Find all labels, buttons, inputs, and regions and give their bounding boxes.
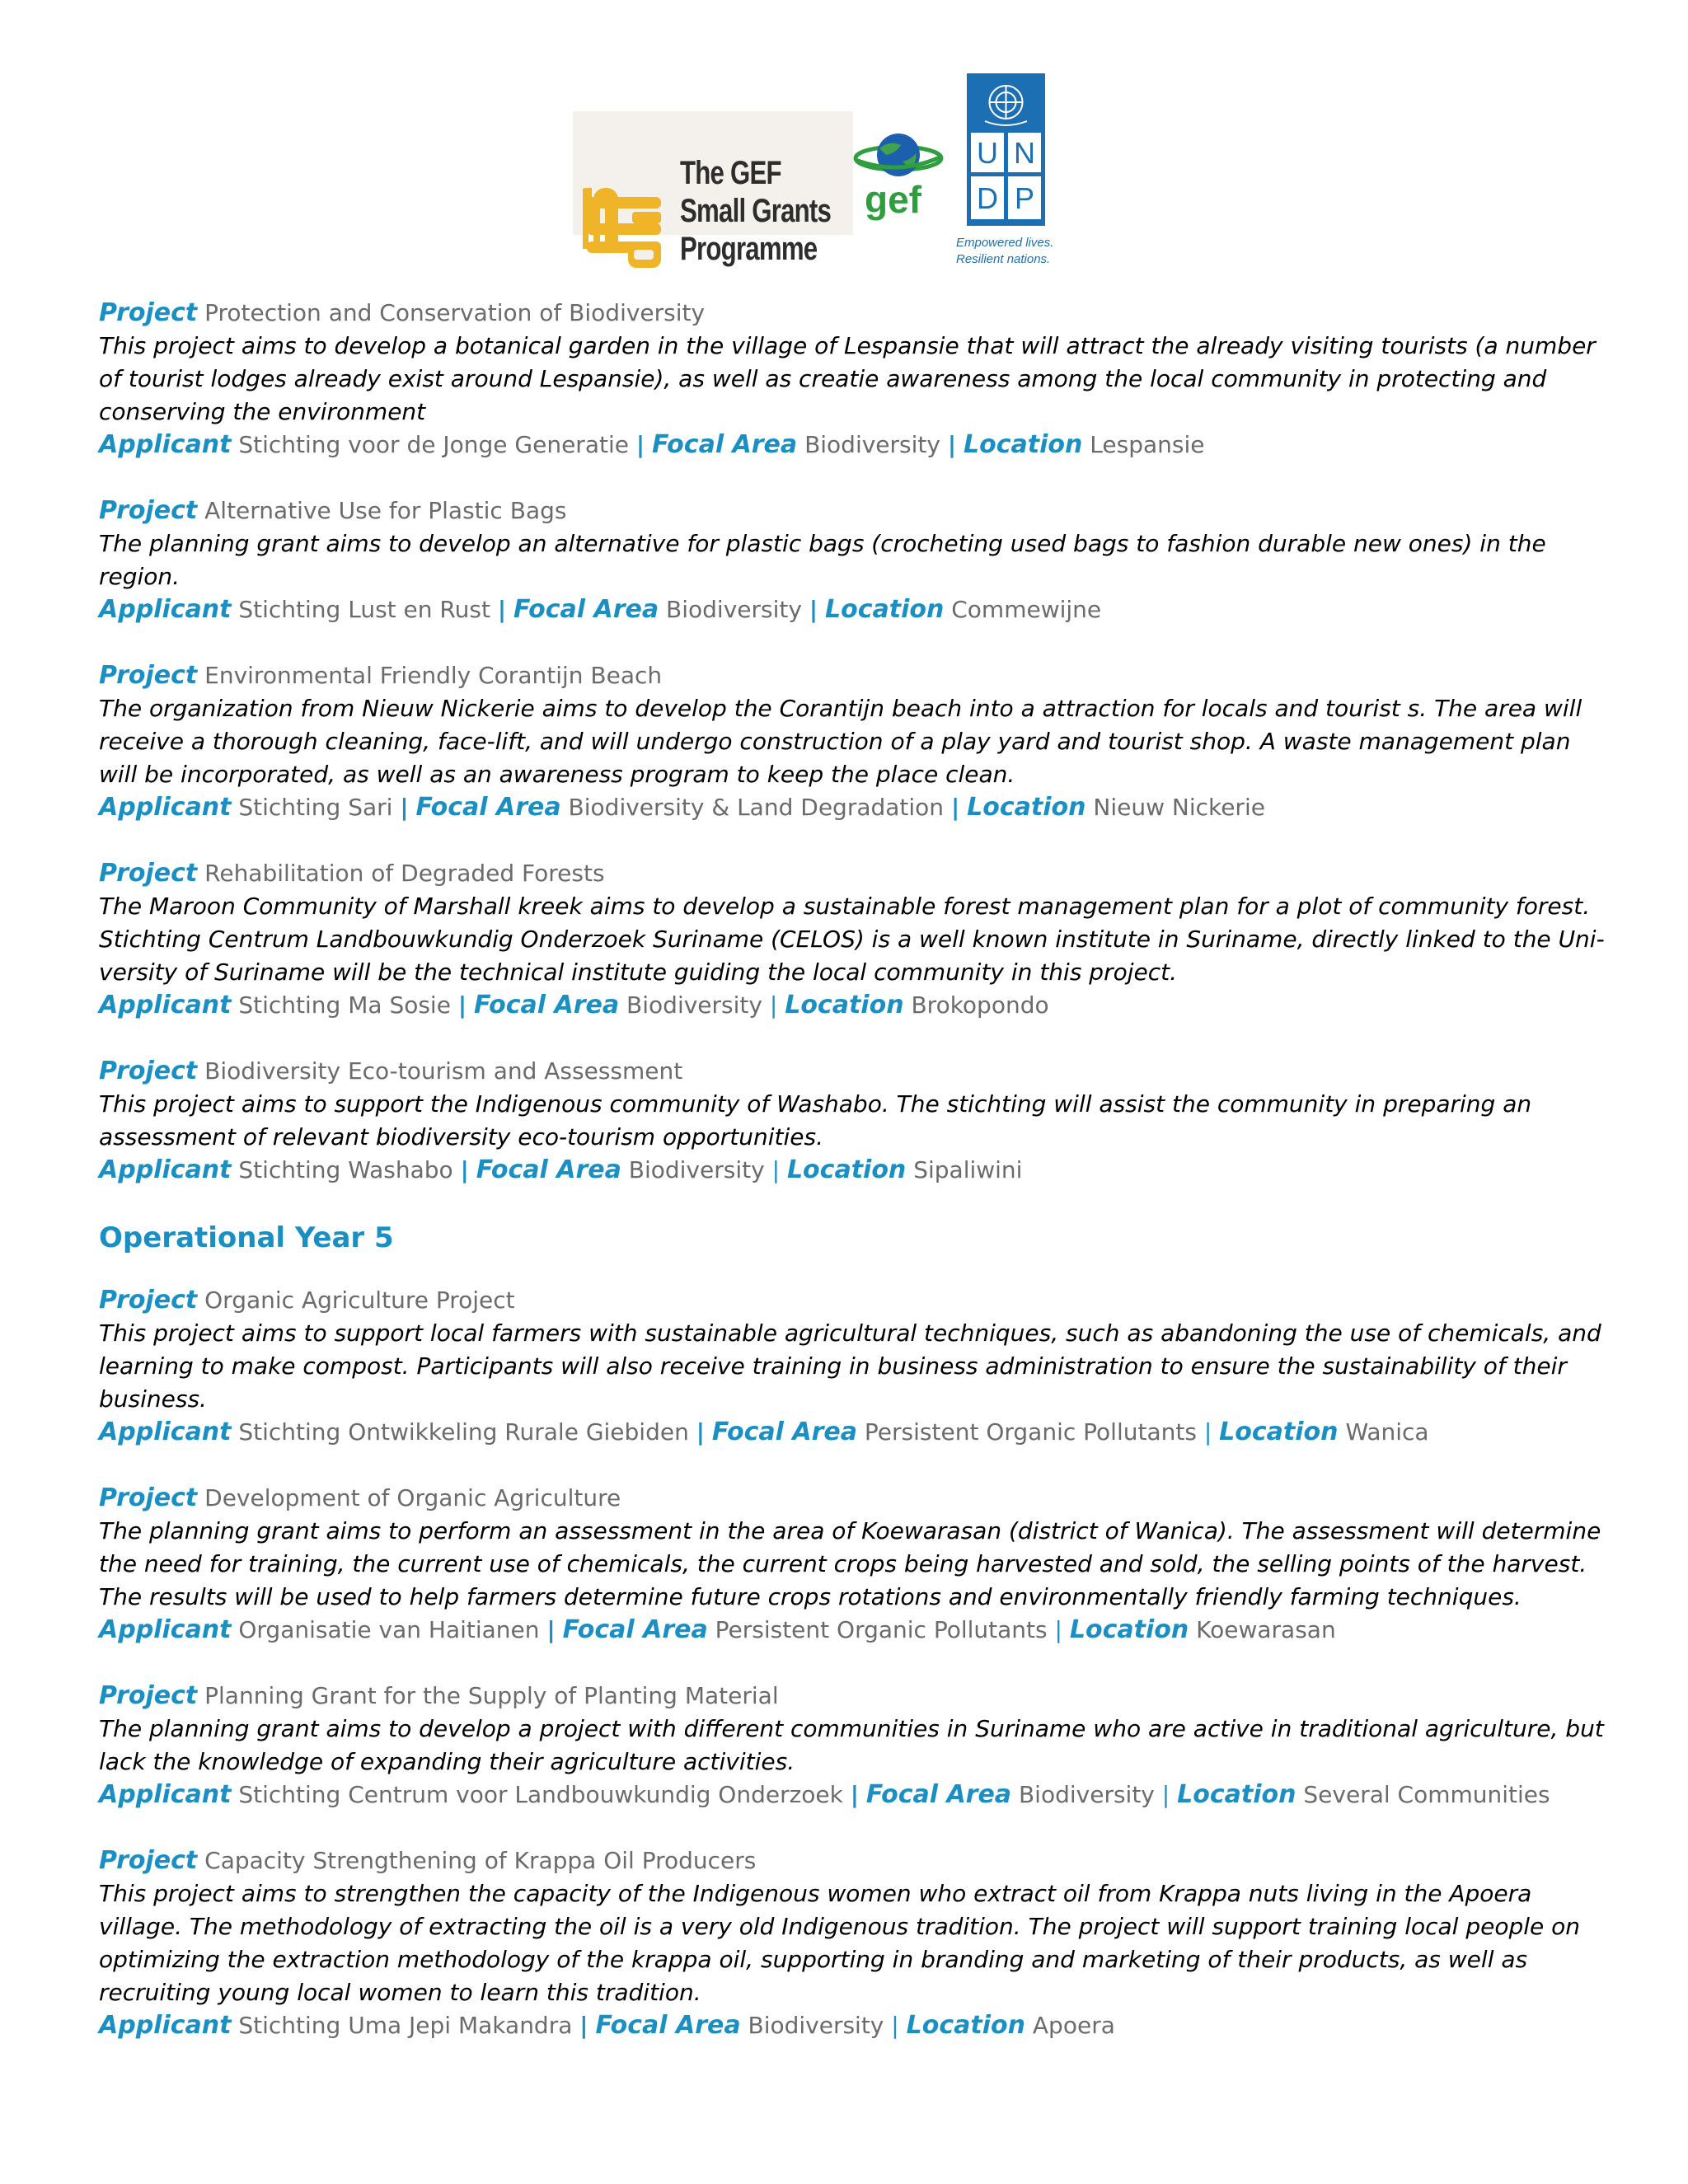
project-description: This project aims to support the Indigenous community of Washabo. The stichting will assist the community in preparing an assessment of relevant biodiversity eco-tourism opportunities. <box>99 1090 1532 1151</box>
undp-logo <box>967 73 1045 226</box>
project-title-line <box>99 659 1607 692</box>
project-title: Organic Agriculture Project <box>204 1286 515 1314</box>
location-label: Location <box>964 430 1083 459</box>
project-title-line <box>99 857 1607 890</box>
project-entry <box>99 659 1607 824</box>
project-description: The Maroon Community of Marshall kreek aims to develop a sustainable forest management plan for a plot of community forest. Stichting Centrum Landbouwkundig Onderzoek Suriname (CELOS) is a well known institute in Suriname, directly linked to the Uni-versity of Suriname will be the technical institute guiding the local community in this project. <box>99 893 1605 986</box>
location-label: Location <box>967 793 1086 822</box>
project-meta-line <box>99 989 1607 1022</box>
focal-area-value: Biodiversity <box>748 2012 884 2039</box>
location-label: Location <box>824 595 945 624</box>
header-logos <box>573 70 1084 276</box>
project-title-line <box>99 1482 1607 1515</box>
project-entry <box>99 857 1607 1022</box>
location-value: Sipaliwini <box>913 1156 1023 1183</box>
applicant-value: Stichting Centrum voor Landbouwkundig Onderzoek <box>238 1781 843 1808</box>
focal-area-value: Biodiversity <box>628 1156 765 1183</box>
project-title: Biodiversity Eco-tourism and Assessment <box>204 1057 683 1085</box>
sgp-logo-line: The GEF <box>680 155 781 191</box>
location-value: Lespansie <box>1090 431 1205 458</box>
location-value: Several Communities <box>1303 1781 1550 1808</box>
location-label: Location <box>786 1155 907 1184</box>
project-meta-line <box>99 1614 1607 1647</box>
sgp-logo <box>573 111 853 267</box>
project-entry <box>99 1055 1607 1187</box>
project-label: Project <box>99 859 198 888</box>
focal-area-label: Focal Area <box>415 793 561 822</box>
separator: | <box>950 794 960 821</box>
focal-area-label: Focal Area <box>865 1780 1012 1809</box>
focal-area-label: Focal Area <box>562 1615 708 1644</box>
location-value: Commewijne <box>951 596 1102 623</box>
project-title-line <box>99 1844 1607 1877</box>
applicant-label: Applicant <box>99 430 232 459</box>
focal-area-value: Persistent Organic Pollutants <box>864 1418 1197 1446</box>
project-description: The organization from Nieuw Nickerie aims to develop the Corantijn beach into a attraction for locals and tourist s. The area will receive a thorough cleaning, face-lift, and will undergo construction of a play yard and tourist shop. A waste management plan will be incorporated, as well as an awareness program to keep the place clean. <box>99 695 1582 788</box>
separator: | <box>850 1781 860 1808</box>
project-entry <box>99 1680 1607 1811</box>
project-meta-line <box>99 2009 1607 2042</box>
project-title-line <box>99 494 1607 527</box>
project-title-line <box>99 1284 1607 1317</box>
project-meta-line <box>99 1154 1607 1187</box>
project-label: Project <box>99 1483 198 1512</box>
section-title: Operational Year 5 <box>99 1221 394 1254</box>
applicant-label: Applicant <box>99 2011 232 2040</box>
focal-area-label: Focal Area <box>652 430 798 459</box>
project-description: This project aims to strengthen the capacity of the Indigenous women who extract oil from Krappa nuts living in the Apoera village. The methodology of extracting the oil is a very old Indigenous tradition. The project will support training local people on optimizing the extraction methodology of the krappa oil, supporting in branding and marketing of their products, as well as recruiting young local women to learn this tradition. <box>99 1880 1581 2006</box>
project-entry <box>99 494 1607 626</box>
project-meta-line <box>99 1779 1607 1811</box>
location-value: Apoera <box>1032 2012 1115 2039</box>
project-description: This project aims to support local farmers with sustainable agricultural techniques, such as abandoning the use of chemicals, and learning to make compost. Participants will also receive training in business administration to ensure the sustainability of their business. <box>99 1319 1601 1413</box>
applicant-value: Stichting Ontwikkeling Rurale Giebiden <box>238 1418 689 1446</box>
location-value: Nieuw Nickerie <box>1093 794 1265 821</box>
project-entry <box>99 1482 1607 1647</box>
separator: | <box>460 1156 469 1183</box>
focal-area-value: Biodiversity <box>626 991 762 1019</box>
project-label: Project <box>99 496 198 525</box>
applicant-label: Applicant <box>99 1418 232 1446</box>
location-value: Wanica <box>1345 1418 1429 1446</box>
separator: | <box>891 2012 899 2039</box>
applicant-value: Stichting Sari <box>238 794 393 821</box>
applicant-value: Stichting Uma Jepi Makandra <box>238 2012 573 2039</box>
undp-letter: D <box>977 181 998 215</box>
separator: | <box>579 2012 588 2039</box>
location-label: Location <box>1219 1418 1339 1446</box>
location-label: Location <box>1069 1615 1189 1644</box>
undp-letter: U <box>977 136 998 170</box>
project-title: Planning Grant for the Supply of Planting Material <box>204 1682 779 1709</box>
gef-logo <box>853 124 944 223</box>
separator: | <box>457 991 467 1019</box>
project-title: Rehabilitation of Degraded Forests <box>204 860 605 887</box>
sgp-logo-text <box>680 154 831 268</box>
gef-logo-text: gef <box>865 178 921 221</box>
project-title: Development of Organic Agriculture <box>204 1484 621 1511</box>
project-label: Project <box>99 1286 198 1315</box>
project-label: Project <box>99 1681 198 1710</box>
project-title-line <box>99 1055 1607 1088</box>
sgp-letters-graphic <box>583 162 665 269</box>
applicant-label: Applicant <box>99 991 232 1019</box>
location-label: Location <box>785 991 904 1019</box>
separator: | <box>769 991 778 1019</box>
separator: | <box>635 431 645 458</box>
separator: | <box>771 1156 781 1183</box>
applicant-value: Stichting Washabo <box>238 1156 453 1183</box>
undp-letter: P <box>1014 181 1035 215</box>
applicant-value: Stichting Ma Sosie <box>238 991 451 1019</box>
location-label: Location <box>906 2011 1025 2040</box>
project-title-line <box>99 1680 1607 1713</box>
separator: | <box>497 596 507 623</box>
project-meta-line <box>99 593 1607 626</box>
project-description: The planning grant aims to perform an assessment in the area of Koewarasan (district of Wanica). The assessment will determine the need for training, the current use of chemicals, the current crops being harvested and sold, the selling points of the harvest. The results will be used to help farmers determine future crops rotations and environmentally friendly farming techniques. <box>99 1517 1601 1610</box>
project-meta-line <box>99 429 1607 462</box>
sgp-logo-line: Programme <box>680 231 818 267</box>
undp-tagline <box>956 235 1053 268</box>
project-list <box>99 297 1607 2075</box>
separator: | <box>1161 1781 1170 1808</box>
project-label: Project <box>99 661 198 690</box>
applicant-label: Applicant <box>99 1780 232 1809</box>
applicant-label: Applicant <box>99 1155 232 1184</box>
separator: | <box>947 431 957 458</box>
focal-area-value: Biodiversity <box>1018 1781 1155 1808</box>
project-title: Alternative Use for Plastic Bags <box>204 497 567 524</box>
location-value: Koewarasan <box>1196 1616 1336 1643</box>
focal-area-label: Focal Area <box>711 1418 858 1446</box>
location-value: Brokopondo <box>911 991 1049 1019</box>
separator: | <box>546 1616 556 1643</box>
applicant-value: Organisatie van Haitianen <box>238 1616 540 1643</box>
project-description: The planning grant aims to develop a project with different communities in Suriname who are active in traditional agriculture, but lack the knowledge of expanding their agriculture activities. <box>99 1715 1604 1775</box>
separator: | <box>809 596 818 623</box>
focal-area-label: Focal Area <box>513 595 659 624</box>
project-label: Project <box>99 1846 198 1875</box>
project-meta-line <box>99 1416 1607 1449</box>
project-description: The planning grant aims to develop an alternative for plastic bags (crocheting used bags to fashion durable new ones) in the region. <box>99 530 1546 590</box>
sgp-logo-line: Small Grants <box>680 193 832 229</box>
undp-letter: N <box>1014 136 1035 170</box>
project-title-line <box>99 297 1607 330</box>
project-entry <box>99 1284 1607 1449</box>
separator: | <box>1203 1418 1212 1446</box>
applicant-label: Applicant <box>99 793 232 822</box>
focal-area-value: Biodiversity & Land Degradation <box>568 794 945 821</box>
project-description: This project aims to develop a botanical garden in the village of Lespansie that will attract the already visiting tourists (a number of tourist lodges already exist around Lespansie), as well as creatie awareness among the local community in protecting and conserving the environment <box>99 332 1596 425</box>
project-label: Project <box>99 298 198 327</box>
focal-area-value: Biodiversity <box>804 431 940 458</box>
project-title: Protection and Conservation of Biodiversity <box>204 299 706 326</box>
applicant-value: Stichting voor de Jonge Generatie <box>238 431 629 458</box>
project-entry <box>99 297 1607 462</box>
project-meta-line <box>99 791 1607 824</box>
project-title: Environmental Friendly Corantijn Beach <box>204 662 663 689</box>
separator: | <box>400 794 409 821</box>
focal-area-value: Persistent Organic Pollutants <box>715 1616 1048 1643</box>
undp-tagline-line: Resilient nations. <box>956 252 1051 266</box>
project-label: Project <box>99 1057 198 1085</box>
project-entry <box>99 1844 1607 2042</box>
separator: | <box>696 1418 705 1446</box>
project-title: Capacity Strengthening of Krappa Oil Producers <box>204 1847 757 1874</box>
applicant-label: Applicant <box>99 1615 232 1644</box>
focal-area-label: Focal Area <box>595 2011 741 2040</box>
focal-area-label: Focal Area <box>476 1155 621 1184</box>
undp-tagline-line: Empowered lives. <box>956 236 1054 250</box>
focal-area-value: Biodiversity <box>666 596 802 623</box>
applicant-value: Stichting Lust en Rust <box>238 596 490 623</box>
location-label: Location <box>1177 1780 1296 1809</box>
separator: | <box>1054 1616 1062 1643</box>
focal-area-label: Focal Area <box>474 991 620 1019</box>
applicant-label: Applicant <box>99 595 232 624</box>
